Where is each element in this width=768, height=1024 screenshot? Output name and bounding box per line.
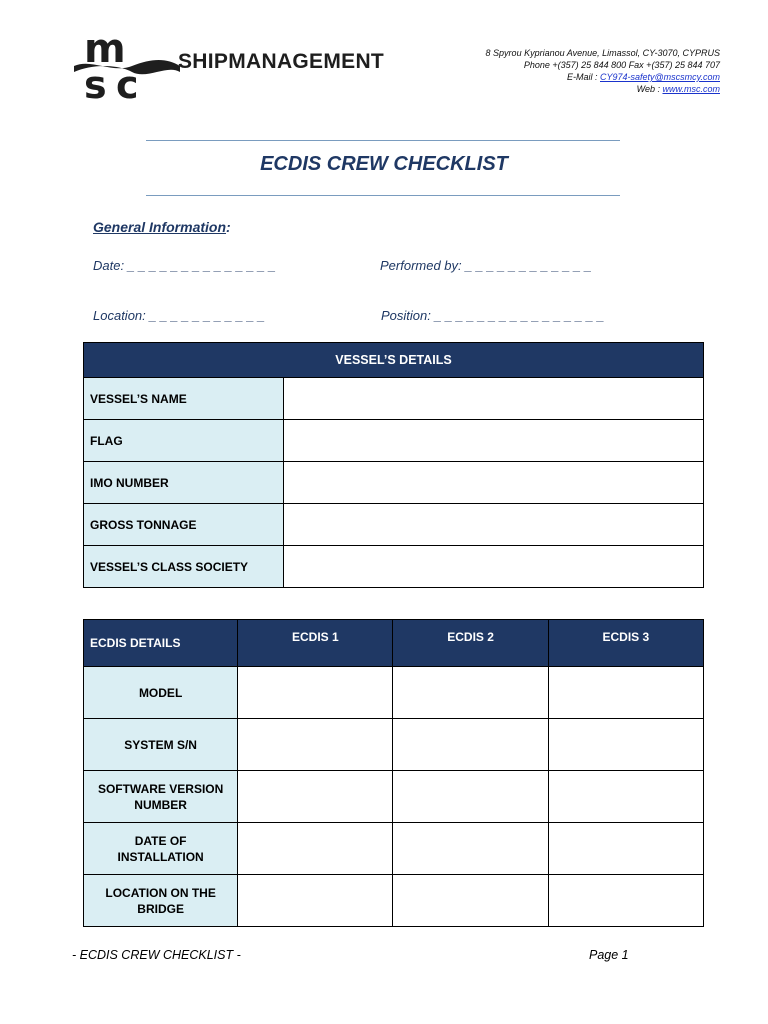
- logo-letter-c: c: [116, 63, 139, 100]
- company-name: SHIPMANAGEMENT: [178, 50, 385, 73]
- web-label: Web :: [636, 84, 663, 94]
- system-sn-ecdis-2-cell[interactable]: [393, 719, 548, 771]
- general-information-heading-text: General Information: [93, 219, 227, 235]
- web-line: [486, 83, 720, 95]
- performed-by-field[interactable]: Performed by: _ _ _ _ _ _ _ _ _ _ _ _: [380, 258, 592, 273]
- table-row: [84, 378, 704, 420]
- table-row: [84, 719, 704, 771]
- software-version-ecdis-3-cell[interactable]: [548, 771, 703, 823]
- email-line: [486, 71, 720, 83]
- installation-date-ecdis-3-cell[interactable]: [548, 823, 703, 875]
- software-version-label: SOFTWARE VERSION NUMBER: [84, 771, 238, 823]
- class-society-cell[interactable]: [284, 546, 704, 588]
- ecdis-details-header: ECDIS DETAILS: [84, 620, 238, 667]
- email-label: E-Mail :: [566, 72, 600, 82]
- bridge-location-ecdis-1-cell[interactable]: [238, 875, 393, 927]
- vessel-details-table: [83, 342, 704, 588]
- general-information-heading-colon: :: [226, 219, 231, 235]
- installation-date-ecdis-2-cell[interactable]: [393, 823, 548, 875]
- system-sn-ecdis-3-cell[interactable]: [548, 719, 703, 771]
- title-bottom-rule: [146, 195, 620, 196]
- web-link[interactable]: www.msc.com: [662, 84, 720, 94]
- table-row: [84, 420, 704, 462]
- table-row: [84, 875, 704, 927]
- company-address-block: [486, 47, 720, 95]
- msc-logo-icon: [72, 28, 182, 100]
- title-top-rule: [146, 140, 620, 141]
- model-ecdis-2-cell[interactable]: [393, 667, 548, 719]
- vessel-details-header: VESSEL’S DETAILS: [84, 343, 704, 378]
- email-link[interactable]: CY974-safety@mscsmcy.com: [600, 72, 720, 82]
- software-version-ecdis-1-cell[interactable]: [238, 771, 393, 823]
- footer-document-name: - ECDIS CREW CHECKLIST -: [72, 948, 241, 962]
- date-of-installation-label: DATE OF INSTALLATION: [84, 823, 238, 875]
- flag-label: FLAG: [84, 420, 284, 462]
- gross-tonnage-cell[interactable]: [284, 504, 704, 546]
- imo-number-cell[interactable]: [284, 462, 704, 504]
- footer-page-number: Page 1: [589, 948, 629, 962]
- logo-letter-s: s: [84, 63, 107, 100]
- model-ecdis-3-cell[interactable]: [548, 667, 703, 719]
- location-field[interactable]: Location: _ _ _ _ _ _ _ _ _ _ _: [93, 308, 266, 323]
- class-society-label: VESSEL’S CLASS SOCIETY: [84, 546, 284, 588]
- ecdis-details-table: [83, 619, 704, 927]
- table-row: [84, 504, 704, 546]
- phone-line: Phone +(357) 25 844 800 Fax +(357) 25 844 707: [523, 60, 720, 70]
- bridge-location-ecdis-2-cell[interactable]: [393, 875, 548, 927]
- table-row: [84, 462, 704, 504]
- ecdis-1-header: ECDIS 1: [238, 620, 393, 667]
- system-sn-label: SYSTEM S/N: [84, 719, 238, 771]
- vessel-details-header-row: [84, 343, 704, 378]
- bridge-location-ecdis-3-cell[interactable]: [548, 875, 703, 927]
- imo-number-label: IMO NUMBER: [84, 462, 284, 504]
- date-field[interactable]: Date: _ _ _ _ _ _ _ _ _ _ _ _ _ _: [93, 258, 276, 273]
- location-on-bridge-label: LOCATION ON THE BRIDGE: [84, 875, 238, 927]
- gross-tonnage-label: GROSS TONNAGE: [84, 504, 284, 546]
- general-information-heading: [93, 219, 231, 235]
- vessel-name-cell[interactable]: [284, 378, 704, 420]
- table-row: [84, 546, 704, 588]
- software-version-ecdis-2-cell[interactable]: [393, 771, 548, 823]
- table-row: [84, 771, 704, 823]
- model-label: MODEL: [84, 667, 238, 719]
- table-row: [84, 667, 704, 719]
- vessel-name-label: VESSEL’S NAME: [84, 378, 284, 420]
- position-field[interactable]: Position: _ _ _ _ _ _ _ _ _ _ _ _ _ _ _ _: [381, 308, 605, 323]
- logo-letter-m: m: [84, 28, 126, 72]
- installation-date-ecdis-1-cell[interactable]: [238, 823, 393, 875]
- flag-cell[interactable]: [284, 420, 704, 462]
- model-ecdis-1-cell[interactable]: [238, 667, 393, 719]
- ecdis-header-row: [84, 620, 704, 667]
- system-sn-ecdis-1-cell[interactable]: [238, 719, 393, 771]
- ecdis-3-header: ECDIS 3: [548, 620, 703, 667]
- table-row: [84, 823, 704, 875]
- address-line: 8 Spyrou Kyprianou Avenue, Limassol, CY-3070, CYPRUS: [485, 48, 720, 58]
- document-title: ECDIS CREW CHECKLIST: [260, 153, 508, 175]
- ecdis-2-header: ECDIS 2: [393, 620, 548, 667]
